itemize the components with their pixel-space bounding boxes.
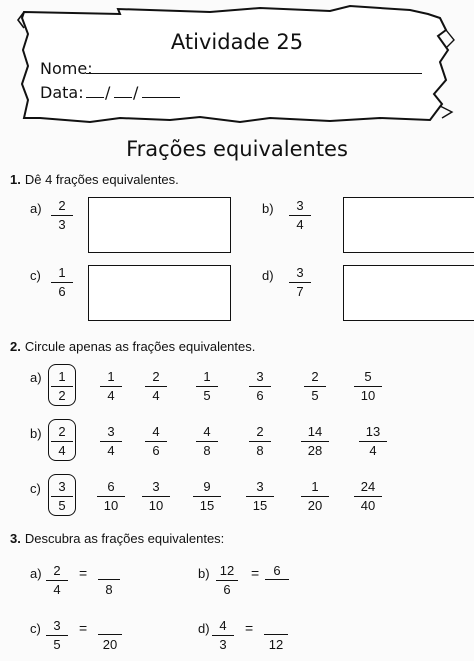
numerator: 4	[203, 424, 211, 439]
q2-row-b-label: b)	[30, 426, 42, 441]
numerator: 2	[53, 563, 61, 578]
denominator: 5	[311, 388, 319, 403]
date-month-line[interactable]	[114, 97, 132, 98]
q2-row-c-label: c)	[30, 481, 41, 496]
numerator: 4	[152, 424, 160, 439]
fraction-bar	[51, 441, 73, 442]
denominator: 6	[58, 284, 66, 299]
q3-item-d-equals: =	[245, 620, 254, 636]
q3-item-c-answer-denominator: 20	[102, 637, 118, 652]
numerator: 2	[58, 424, 66, 439]
denominator: 4	[296, 217, 304, 232]
q1-item-b-answer-box[interactable]	[343, 197, 474, 253]
denominator: 2	[58, 388, 66, 403]
q1-item-a-label: a)	[30, 201, 42, 216]
denominator: 40	[360, 498, 376, 513]
q2-row-a-fraction-6[interactable]	[297, 369, 333, 404]
q3-item-d-label: d)	[198, 621, 210, 636]
q3-item-a-equals: =	[79, 565, 88, 581]
denominator: 10	[360, 388, 376, 403]
q2-row-a-fraction-1[interactable]	[44, 369, 80, 404]
q2-row-c-fraction-1[interactable]	[44, 479, 80, 514]
numerator: 3	[296, 265, 304, 280]
fraction-bar	[216, 580, 238, 581]
q2-row-b-fraction-2[interactable]	[93, 424, 129, 459]
denominator: 8	[203, 443, 211, 458]
name-field-line[interactable]	[86, 73, 422, 74]
q2-row-c-fraction-5[interactable]	[242, 479, 278, 514]
numerator: 24	[360, 479, 376, 494]
q1-item-d-answer-box[interactable]	[343, 265, 474, 321]
fraction-bar	[196, 386, 218, 387]
fraction-bar	[51, 496, 73, 497]
question-2-number: 2.	[10, 339, 21, 354]
question-2-heading	[10, 339, 255, 354]
denominator: 4	[107, 443, 115, 458]
q1-item-a-fraction	[44, 198, 80, 233]
q3-item-a-fraction	[39, 563, 75, 598]
numerator: 3	[256, 369, 264, 384]
fraction-bar	[212, 635, 234, 636]
q1-item-d-fraction	[282, 265, 318, 300]
fraction-bar	[289, 282, 311, 283]
numerator: 1	[58, 369, 66, 384]
q2-row-c-fraction-4[interactable]	[189, 479, 225, 514]
q3-item-b-fraction	[209, 563, 245, 598]
q2-row-c-fraction-2[interactable]	[93, 479, 129, 514]
q2-row-b-fraction-4[interactable]	[189, 424, 225, 459]
numerator: 14	[307, 424, 323, 439]
denominator: 5	[203, 388, 211, 403]
fraction-bar	[51, 282, 73, 283]
page-title: Frações equivalentes	[126, 137, 348, 161]
q2-row-a-fraction-5[interactable]	[242, 369, 278, 404]
numerator: 2	[152, 369, 160, 384]
q3-item-a-answer-numerator-blank[interactable]	[98, 579, 120, 580]
question-3-number: 3.	[10, 531, 21, 546]
numerator: 12	[219, 563, 235, 578]
question-1-number: 1.	[10, 172, 21, 187]
denominator: 7	[296, 284, 304, 299]
numerator: 3	[296, 198, 304, 213]
fraction-bar	[145, 386, 167, 387]
numerator: 3	[152, 479, 160, 494]
fraction-bar	[354, 386, 382, 387]
q2-row-a-label: a)	[30, 370, 42, 385]
fraction-bar	[196, 441, 218, 442]
fraction-bar	[193, 496, 221, 497]
q1-item-d-label: d)	[262, 268, 274, 283]
fraction-bar	[249, 441, 271, 442]
denominator: 3	[58, 217, 66, 232]
date-label: Data:	[40, 83, 84, 102]
numerator: 6	[107, 479, 115, 494]
denominator: 28	[307, 443, 323, 458]
q3-item-c-fraction	[39, 618, 75, 653]
q1-item-a-answer-box[interactable]	[88, 197, 231, 253]
fraction-bar	[359, 441, 387, 442]
numerator: 3	[58, 479, 66, 494]
q1-item-c-fraction	[44, 265, 80, 300]
numerator: 3	[256, 479, 264, 494]
q3-item-d-answer-denominator: 12	[268, 637, 284, 652]
numerator: 4	[219, 618, 227, 633]
fraction-bar	[145, 441, 167, 442]
denominator: 15	[252, 498, 268, 513]
fraction-bar	[100, 386, 122, 387]
denominator: 5	[53, 637, 61, 652]
q3-item-b-answer-denominator-blank[interactable]	[265, 579, 289, 580]
fraction-bar	[97, 496, 125, 497]
denominator: 3	[219, 637, 227, 652]
question-3-heading	[10, 531, 224, 546]
question-2-text: Circule apenas as frações equivalentes.	[24, 339, 256, 354]
fraction-bar	[100, 441, 122, 442]
q1-item-b-label: b)	[262, 201, 274, 216]
name-label: Nome:	[40, 59, 93, 78]
fraction-bar	[301, 441, 329, 442]
numerator: 3	[107, 424, 115, 439]
denominator: 6	[256, 388, 264, 403]
question-1-text: Dê 4 frações equivalentes.	[24, 172, 179, 187]
denominator: 6	[152, 443, 160, 458]
question-1-heading	[10, 172, 179, 187]
denominator: 4	[107, 388, 115, 403]
q2-row-c-fraction-6[interactable]	[297, 479, 333, 514]
fraction-bar	[289, 215, 311, 216]
fraction-bar	[301, 496, 329, 497]
date-slash-1: /	[105, 83, 111, 102]
denominator: 10	[103, 498, 119, 513]
numerator: 2	[311, 369, 319, 384]
fraction-bar	[249, 386, 271, 387]
numerator: 9	[203, 479, 211, 494]
q2-row-b-fraction-1[interactable]	[44, 424, 80, 459]
q1-item-c-answer-box[interactable]	[88, 265, 231, 321]
denominator: 4	[152, 388, 160, 403]
date-year-line[interactable]	[142, 97, 180, 98]
date-slash-2: /	[133, 83, 139, 102]
q3-item-b-equals: =	[251, 565, 260, 581]
numerator: 1	[311, 479, 319, 494]
denominator: 4	[58, 443, 66, 458]
numerator: 1	[58, 265, 66, 280]
q3-item-b-label: b)	[198, 566, 210, 581]
fraction-bar	[51, 386, 73, 387]
q3-item-a-label: a)	[30, 566, 42, 581]
q3-item-d-fraction	[205, 618, 241, 653]
fraction-bar	[142, 496, 170, 497]
denominator: 6	[223, 582, 231, 597]
numerator: 1	[203, 369, 211, 384]
denominator: 10	[148, 498, 164, 513]
numerator: 1	[107, 369, 115, 384]
fraction-bar	[51, 215, 73, 216]
numerator: 2	[58, 198, 66, 213]
q2-row-b-fraction-3[interactable]	[138, 424, 174, 459]
q1-item-b-fraction	[282, 198, 318, 233]
numerator: 5	[364, 369, 372, 384]
denominator: 5	[58, 498, 66, 513]
q2-row-a-fraction-3[interactable]	[138, 369, 174, 404]
q2-row-a-fraction-2[interactable]	[93, 369, 129, 404]
denominator: 8	[256, 443, 264, 458]
q2-row-b-fraction-6[interactable]	[297, 424, 333, 459]
numerator: 3	[53, 618, 61, 633]
question-3-text: Descubra as frações equivalentes:	[24, 531, 225, 546]
q3-item-d-answer-numerator-blank[interactable]	[264, 634, 288, 635]
date-day-line[interactable]	[86, 97, 104, 98]
q2-row-a-fraction-4[interactable]	[189, 369, 225, 404]
q1-item-c-label: c)	[30, 268, 41, 283]
q3-item-c-answer-numerator-blank[interactable]	[98, 634, 122, 635]
q2-row-c-fraction-7[interactable]	[350, 479, 386, 514]
denominator: 4	[53, 582, 61, 597]
denominator: 15	[199, 498, 215, 513]
q2-row-b-fraction-5[interactable]	[242, 424, 278, 459]
numerator: 13	[365, 424, 381, 439]
numerator: 2	[256, 424, 264, 439]
q3-item-c-equals: =	[79, 620, 88, 636]
q3-item-a-answer-denominator: 8	[105, 582, 113, 597]
q3-item-b-answer-numerator: 6	[273, 563, 281, 578]
denominator: 4	[369, 443, 377, 458]
fraction-bar	[246, 496, 274, 497]
q2-row-a-fraction-7[interactable]	[350, 369, 386, 404]
fraction-bar	[46, 635, 68, 636]
fraction-bar	[354, 496, 382, 497]
q3-item-c-label: c)	[30, 621, 41, 636]
fraction-bar	[304, 386, 326, 387]
q2-row-b-fraction-7[interactable]	[355, 424, 391, 459]
fraction-bar	[46, 580, 68, 581]
denominator: 20	[307, 498, 323, 513]
q2-row-c-fraction-3[interactable]	[138, 479, 174, 514]
activity-title: Atividade 25	[170, 30, 304, 54]
